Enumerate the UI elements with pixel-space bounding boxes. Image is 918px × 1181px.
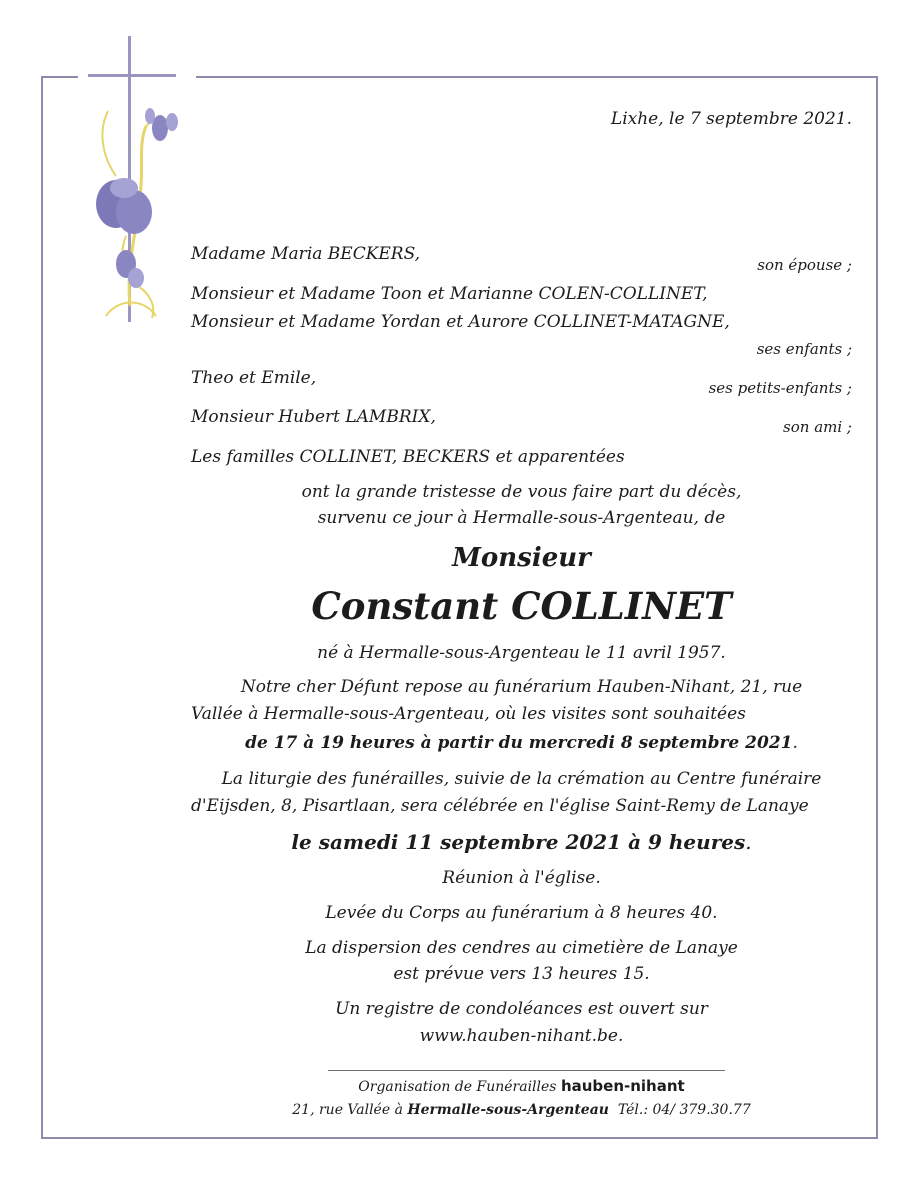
footer-address-town: Hermalle-sous-Argenteau <box>407 1102 609 1118</box>
footer-divider <box>328 1070 725 1071</box>
deceased-name: Constant COLLINET <box>311 584 732 628</box>
announcement-line-2: survenu ce jour à Hermalle-sous-Argenteau, de <box>317 508 726 528</box>
footer-address-prefix: 21, rue Vallée à <box>292 1102 403 1118</box>
funeral-line-2: d'Eijsden, 8, Pisartlaan, sera célébrée en l'église Saint-Remy de Lanaye <box>191 796 809 816</box>
families-line: Les familles COLLINET, BECKERS et apparentées <box>191 447 625 467</box>
funeral-date-end: . <box>745 830 752 854</box>
visitation-hours-end: . <box>792 733 798 753</box>
footer-brand-logo: hauben-nihant <box>560 1077 685 1095</box>
child-line-2: Monsieur et Madame Yordan et Aurore COLLINET-MATAGNE, <box>191 312 730 332</box>
funeral-date <box>0 832 918 852</box>
meeting-line: Réunion à l'église. <box>442 868 601 888</box>
birth-line: né à Hermalle-sous-Argenteau le 11 avril 1957. <box>317 643 726 663</box>
cross-flower-emblem <box>78 36 196 330</box>
child-line-1: Monsieur et Madame Toon et Marianne COLEN-COLLINET, <box>191 284 708 304</box>
friend-name: Monsieur Hubert LAMBRIX, <box>191 407 436 427</box>
grandchildren-name: Theo et Emile, <box>191 368 317 388</box>
honorific-title: Monsieur <box>452 543 591 573</box>
date-line: Lixhe, le 7 septembre 2021. <box>610 109 852 129</box>
children-role: ses enfants ; <box>756 340 852 358</box>
footer-phone: Tél.: 04/ 379.30.77 <box>617 1102 751 1118</box>
funeral-date-text: le samedi 11 septembre 2021 à 9 heures <box>291 830 746 854</box>
friend-role: son ami ; <box>783 418 852 436</box>
cross-flower-icon <box>78 36 196 330</box>
visitation-line-2: Vallée à Hermalle-sous-Argenteau, où les visites sont souhaitées <box>191 704 746 724</box>
dispersion-line-1: La dispersion des cendres au cimetière de Lanaye <box>305 938 738 958</box>
footer-address <box>0 1103 918 1117</box>
register-line-1: Un registre de condoléances est ouvert sur <box>335 999 708 1019</box>
dispersion-line-2: est prévue vers 13 heures 15. <box>393 964 650 984</box>
footer-organisation <box>0 1079 918 1094</box>
visitation-hours <box>0 735 918 752</box>
funeral-line-1: La liturgie des funérailles, suivie de la crémation au Centre funéraire <box>221 769 822 789</box>
visitation-hours-text: de 17 à 19 heures à partir du mercredi 8 septembre 2021 <box>245 733 793 753</box>
spouse-role: son épouse ; <box>757 256 852 274</box>
register-website: www.hauben-nihant.be. <box>419 1026 624 1046</box>
levee-line: Levée du Corps au funérarium à 8 heures 40. <box>325 903 718 923</box>
visitation-line-1: Notre cher Défunt repose au funérarium Hauben-Nihant, 21, rue <box>240 677 803 697</box>
grandchildren-role: ses petits-enfants ; <box>708 379 852 397</box>
announcement-line-1: ont la grande tristesse de vous faire part du décès, <box>301 482 742 502</box>
footer-org-prefix: Organisation de Funérailles <box>358 1079 557 1095</box>
spouse-name: Madame Maria BECKERS, <box>191 244 421 264</box>
